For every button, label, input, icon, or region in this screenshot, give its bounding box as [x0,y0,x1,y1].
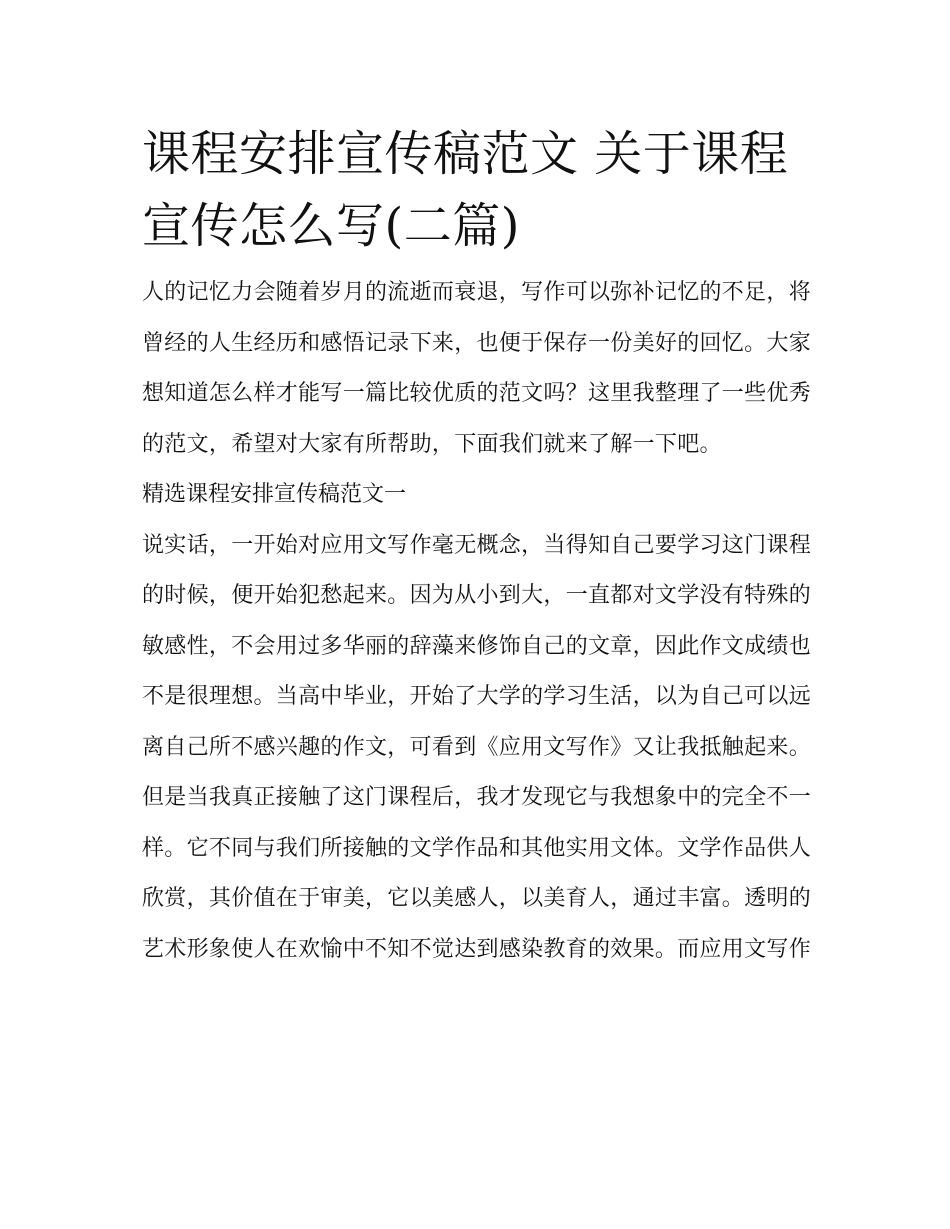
intro-paragraph: 人的记忆力会随着岁月的流逝而衰退，写作可以弥补记忆的不足，将曾经的人生经历和感悟记录下来，也便于保存一份美好的回忆。大家想知道怎么样才能写一篇比较优质的范文吗？这里我整理了一些优秀的范文，希望对大家有所帮助，下面我们就来了解一下吧。 [142,280,812,457]
body-paragraph: 说实话，一开始对应用文写作毫无概念，当得知自己要学习这门课程的时候，便开始犯愁起来。因为从小到大，一直都对文学没有特殊的敏感性，不会用过多华丽的辞藻来修饰自己的文章，因此作文成绩也不是很理想。当高中毕业，开始了大学的学习生活，以为自己可以远离自己所不感兴趣的作文，可看到《应用文写作》又让我抵触起来。但是当我真正接触了这门课程后，我才发现它与我想象中的完全不一样。它不同与我们所接触的文学作品和其他实用文体。文学作品供人欣赏，其价值在于审美，它以美感人，以美育人，通过丰富。透明的艺术形象使人在欢愉中不知不觉达到感染教育的效果。而应用文写作 [142,532,812,962]
section-heading: 精选课程安排宣传稿范文一 [142,482,407,507]
document-page [142,118,814,975]
document-title: 课程安排宣传稿范文 关于课程宣传怎么写(二篇) [142,126,789,254]
